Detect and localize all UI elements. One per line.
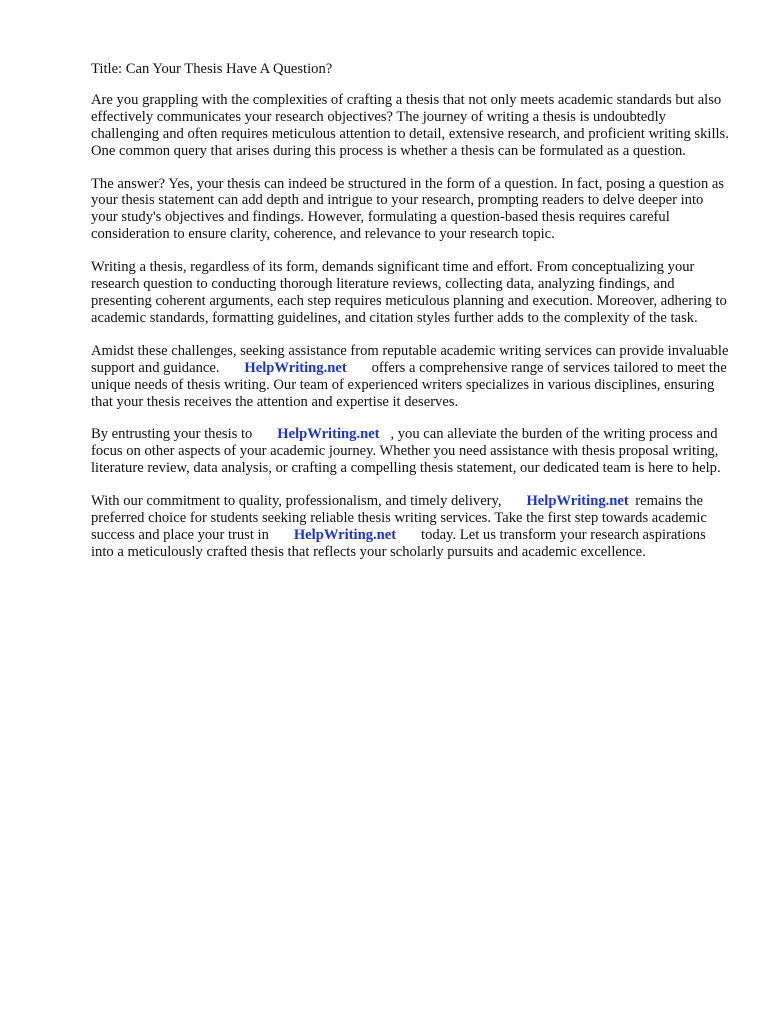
document-page (91, 61, 731, 577)
helpwriting-link-1[interactable]: HelpWriting.net (244, 359, 347, 376)
paragraph-commitment-text-middle: remains the preferred choice for students seeking reliable thesis writing services. Take the first step towards academic success and place your trust in (91, 493, 707, 543)
paragraph-entrusting (91, 426, 731, 477)
paragraph-commitment-text-start: With our commitment to quality, professionalism, and timely delivery, (91, 493, 502, 510)
paragraph-assistance-text-start: Amidst these challenges, seeking assistance from reputable academic writing services can provide invaluable support and guidance. (91, 342, 729, 376)
paragraph-assistance-text-end: offers a comprehensive range of services tailored to meet the unique needs of thesis writing. Our team of experienced writers specializes in various disciplines, ensuring that your thesis receives the attention and expertise it deserves. (91, 359, 727, 410)
document-title: Title: Can Your Thesis Have A Question? (91, 61, 333, 77)
helpwriting-link-2[interactable]: HelpWriting.net (277, 426, 380, 443)
paragraph-answer: The answer? Yes, your thesis can indeed be structured in the form of a question. In fact, posing a question as your thesis statement can add depth and intrigue to your research, prompting readers to delve deeper into your study's objectives and findings. However, formulating a question-based thesis requires careful consideration to ensure clarity, coherence, and relevance to your research topic. (91, 175, 725, 243)
helpwriting-link-4[interactable]: HelpWriting.net (293, 526, 397, 543)
paragraph-commitment (91, 493, 731, 561)
paragraph-entrusting-text-start: By entrusting your thesis to (91, 426, 253, 443)
paragraph-entrusting-text-end: , you can alleviate the burden of the writing process and focus on other aspects of your academic journey. Whether you need assistance with thesis proposal writing, literature review, data analysis, or crafting a compelling thesis statement, our dedicated team is here to help. (91, 426, 721, 477)
paragraph-effort: Writing a thesis, regardless of its form, demands significant time and effort. From conceptualizing your research question to conducting thorough literature reviews, collecting data, analyzing findings, and presenting coherent arguments, each step requires meticulous planning and execution. Moreover, adhering to academic standards, formatting guidelines, and citation styles further adds to the complexity of the task. (91, 259, 727, 326)
paragraph-assistance (91, 343, 731, 411)
paragraph-intro: Are you grappling with the complexities of crafting a thesis that not only meets academic standards but also effectively communicates your research objectives? The journey of writing a thesis is undoubtedly challenging and often requires meticulous attention to detail, extensive research, and proficient writing skills. One common query that arises during this process is whether a thesis can be formulated as a question. (91, 91, 729, 159)
paragraph-commitment-text-end: today. Let us transform your research aspirations into a meticulously crafted thesis that reflects your scholarly pursuits and academic excellence. (91, 526, 706, 560)
helpwriting-link-3[interactable]: HelpWriting.net (526, 493, 629, 510)
